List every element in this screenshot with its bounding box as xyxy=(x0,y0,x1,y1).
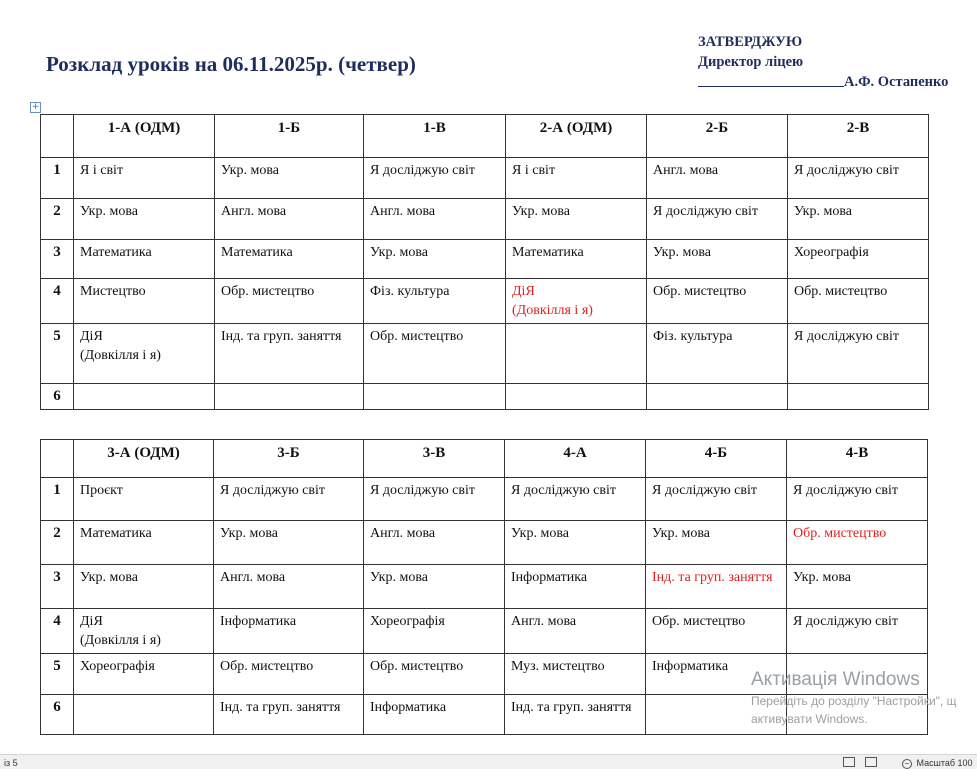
class-header: 4-В xyxy=(787,440,928,478)
lesson-subject: Англ. мова xyxy=(370,204,436,219)
lesson-subject: Англ. мова xyxy=(653,163,719,178)
lesson-cell[interactable] xyxy=(74,279,215,324)
lesson-subject: ДіЯ xyxy=(80,329,103,344)
lesson-cell[interactable] xyxy=(506,279,647,324)
class-header: 2-Б xyxy=(647,115,788,158)
lesson-cell[interactable] xyxy=(74,654,214,695)
lesson-cell[interactable] xyxy=(506,199,647,240)
lesson-cell[interactable] xyxy=(214,521,364,565)
lesson-cell[interactable] xyxy=(74,478,214,521)
lesson-cell[interactable] xyxy=(505,654,646,695)
lesson-subject: Англ. мова xyxy=(221,204,287,219)
view-buttons xyxy=(843,757,887,767)
lesson-subject: Я досліджую світ xyxy=(653,204,758,219)
lesson-subject: Інд. та груп. заняття xyxy=(220,700,341,715)
lesson-number: 3 xyxy=(41,240,74,279)
lesson-subject: Укр. мова xyxy=(221,163,279,178)
status-bar xyxy=(0,754,977,769)
lesson-cell[interactable] xyxy=(74,521,214,565)
lesson-cell[interactable] xyxy=(505,521,646,565)
lesson-cell[interactable] xyxy=(646,609,787,654)
lesson-number: 5 xyxy=(41,654,74,695)
watermark-line: Перейдіть до розділу "Настройки", щ xyxy=(751,694,957,708)
class-header: 2-А (ОДМ) xyxy=(506,115,647,158)
approval-signature xyxy=(698,72,948,92)
lesson-cell[interactable] xyxy=(788,384,929,410)
watermark-title: Активація Windows xyxy=(751,669,920,690)
lesson-subject: Я досліджую світ xyxy=(370,163,475,178)
lesson-cell[interactable] xyxy=(215,158,364,199)
lesson-cell[interactable] xyxy=(214,654,364,695)
lesson-subject: Обр. мистецтво xyxy=(652,614,746,629)
lesson-subject: Англ. мова xyxy=(220,570,286,585)
lesson-number: 4 xyxy=(41,279,74,324)
lesson-cell[interactable] xyxy=(215,240,364,279)
lesson-cell[interactable] xyxy=(647,240,788,279)
class-header: 3-В xyxy=(364,440,505,478)
zoom-out-icon[interactable]: − xyxy=(902,759,912,769)
zoom-label: Масштаб 100 xyxy=(916,758,973,768)
table-row xyxy=(41,324,929,384)
signature-line xyxy=(698,72,844,87)
lesson-cell[interactable] xyxy=(506,324,647,384)
lesson-cell[interactable] xyxy=(787,609,928,654)
corner-cell xyxy=(41,440,74,478)
table-row xyxy=(41,521,928,565)
class-header: 1-А (ОДМ) xyxy=(74,115,215,158)
class-header: 4-А xyxy=(505,440,646,478)
lesson-number: 4 xyxy=(41,609,74,654)
lesson-subject: Обр. мистецтво xyxy=(793,526,887,541)
lesson-subject: Я досліджую світ xyxy=(793,483,898,498)
lesson-subject: Обр. мистецтво xyxy=(220,659,314,674)
lesson-cell[interactable] xyxy=(214,478,364,521)
lesson-cell[interactable] xyxy=(364,158,506,199)
lesson-cell[interactable] xyxy=(214,565,364,609)
lesson-subject-note: (Довкілля і я) xyxy=(80,633,161,648)
lesson-cell[interactable] xyxy=(505,695,646,735)
lesson-subject-note: (Довкілля і я) xyxy=(80,348,161,363)
lesson-subject: Я досліджую світ xyxy=(652,483,757,498)
table-row xyxy=(41,240,929,279)
lesson-cell[interactable] xyxy=(788,199,929,240)
signature-name: А.Ф. Остапенко xyxy=(844,74,949,90)
table-row xyxy=(41,158,929,199)
lesson-cell[interactable] xyxy=(505,565,646,609)
lesson-subject: Інформатика xyxy=(652,659,729,674)
class-header: 3-Б xyxy=(214,440,364,478)
lesson-subject: Муз. мистецтво xyxy=(511,659,605,674)
table-row xyxy=(41,384,929,410)
lesson-cell[interactable] xyxy=(364,324,506,384)
lesson-cell[interactable] xyxy=(505,478,646,521)
lesson-cell[interactable] xyxy=(647,199,788,240)
lesson-subject: Я досліджую світ xyxy=(220,483,325,498)
lesson-cell[interactable] xyxy=(647,324,788,384)
lesson-subject: Математика xyxy=(80,526,152,541)
lesson-cell[interactable] xyxy=(364,565,505,609)
lesson-subject: Інформатика xyxy=(220,614,297,629)
lesson-cell[interactable] xyxy=(364,521,505,565)
lesson-subject: Математика xyxy=(80,245,152,260)
windows-activation-watermark xyxy=(751,668,956,728)
lesson-subject: Проєкт xyxy=(80,483,123,498)
lesson-subject: Укр. мова xyxy=(653,245,711,260)
lesson-subject: Я досліджую світ xyxy=(511,483,616,498)
lesson-subject: Інформатика xyxy=(511,570,588,585)
approval-heading: ЗАТВЕРДЖУЮ xyxy=(698,34,803,50)
corner-cell xyxy=(41,115,74,158)
lesson-cell[interactable] xyxy=(214,695,364,735)
table-row xyxy=(41,279,929,324)
lesson-cell[interactable] xyxy=(364,695,505,735)
lesson-subject: ДіЯ xyxy=(512,284,535,299)
lesson-number: 2 xyxy=(41,199,74,240)
lesson-subject: Інд. та груп. заняття xyxy=(511,700,632,715)
lesson-subject: Обр. мистецтво xyxy=(370,659,464,674)
lesson-cell[interactable] xyxy=(364,240,506,279)
lesson-cell[interactable] xyxy=(647,279,788,324)
lesson-cell[interactable] xyxy=(74,565,214,609)
page-title: Розклад уроків на 06.11.2025р. (четвер) xyxy=(46,52,416,76)
lesson-subject: Я і світ xyxy=(80,163,124,178)
lesson-cell[interactable] xyxy=(788,279,929,324)
lesson-subject: Я досліджую світ xyxy=(794,163,899,178)
class-header: 1-В xyxy=(364,115,506,158)
lesson-cell[interactable] xyxy=(364,384,506,410)
lesson-subject: Укр. мова xyxy=(220,526,278,541)
print-layout-icon[interactable] xyxy=(865,757,877,767)
lesson-cell[interactable] xyxy=(647,158,788,199)
read-mode-icon[interactable] xyxy=(843,757,855,767)
lesson-number: 3 xyxy=(41,565,74,609)
lesson-cell[interactable] xyxy=(74,384,215,410)
move-handle-icon[interactable]: + xyxy=(31,102,40,112)
lesson-subject: Обр. мистецтво xyxy=(653,284,747,299)
lesson-subject: Інформатика xyxy=(370,700,447,715)
class-header: 3-А (ОДМ) xyxy=(74,440,214,478)
lesson-cell[interactable] xyxy=(215,324,364,384)
lesson-cell[interactable] xyxy=(788,240,929,279)
lesson-number: 2 xyxy=(41,521,74,565)
page-count: із 5 xyxy=(4,758,18,768)
lesson-cell[interactable] xyxy=(364,609,505,654)
schedule-table-grades-1-2 xyxy=(40,114,929,410)
zoom-control[interactable] xyxy=(902,758,973,769)
lesson-cell[interactable] xyxy=(364,478,505,521)
lesson-subject: Укр. мова xyxy=(511,526,569,541)
lesson-subject: Укр. мова xyxy=(794,204,852,219)
table-row xyxy=(41,478,928,521)
lesson-subject: Я і світ xyxy=(512,163,556,178)
lesson-cell[interactable] xyxy=(646,565,787,609)
lesson-cell[interactable] xyxy=(74,240,215,279)
lesson-number: 6 xyxy=(41,695,74,735)
lesson-cell[interactable] xyxy=(74,199,215,240)
lesson-subject: Математика xyxy=(221,245,293,260)
lesson-subject: Обр. мистецтво xyxy=(370,329,464,344)
lesson-number: 6 xyxy=(41,384,74,410)
lesson-cell[interactable] xyxy=(215,384,364,410)
class-header: 2-В xyxy=(788,115,929,158)
class-header: 1-Б xyxy=(215,115,364,158)
lesson-cell[interactable] xyxy=(506,384,647,410)
lesson-subject: Фіз. культура xyxy=(370,284,450,299)
lesson-subject: Мистецтво xyxy=(80,284,146,299)
lesson-cell[interactable] xyxy=(647,384,788,410)
table-header-row xyxy=(41,440,928,478)
table-row xyxy=(41,199,929,240)
lesson-subject: Обр. мистецтво xyxy=(221,284,315,299)
lesson-subject: Я досліджую світ xyxy=(793,614,898,629)
lesson-number: 1 xyxy=(41,158,74,199)
lesson-subject-note: (Довкілля і я) xyxy=(512,303,593,318)
lesson-cell[interactable] xyxy=(364,199,506,240)
lesson-subject: Математика xyxy=(512,245,584,260)
lesson-cell[interactable] xyxy=(74,158,215,199)
lesson-cell[interactable] xyxy=(215,279,364,324)
approval-position: Директор ліцею xyxy=(698,54,804,70)
table-row xyxy=(41,609,928,654)
lesson-subject: Я досліджую світ xyxy=(794,329,899,344)
table-row xyxy=(41,565,928,609)
lesson-cell[interactable] xyxy=(74,324,215,384)
lesson-subject: Укр. мова xyxy=(793,570,851,585)
lesson-number: 5 xyxy=(41,324,74,384)
lesson-cell[interactable] xyxy=(646,478,787,521)
lesson-subject: Обр. мистецтво xyxy=(794,284,888,299)
lesson-subject: Укр. мова xyxy=(370,570,428,585)
lesson-number: 1 xyxy=(41,478,74,521)
lesson-subject: Укр. мова xyxy=(512,204,570,219)
lesson-subject: Фіз. культура xyxy=(653,329,733,344)
lesson-cell[interactable] xyxy=(364,279,506,324)
lesson-cell[interactable] xyxy=(214,609,364,654)
lesson-subject: Інд. та груп. заняття xyxy=(652,570,773,585)
lesson-cell[interactable] xyxy=(505,609,646,654)
lesson-subject: Інд. та груп. заняття xyxy=(221,329,342,344)
lesson-cell[interactable] xyxy=(787,478,928,521)
lesson-subject: Укр. мова xyxy=(80,204,138,219)
lesson-subject: Хореографія xyxy=(370,614,445,629)
lesson-subject: Укр. мова xyxy=(80,570,138,585)
lesson-subject: ДіЯ xyxy=(80,614,103,629)
lesson-cell[interactable] xyxy=(364,654,505,695)
lesson-cell[interactable] xyxy=(74,609,214,654)
class-header: 4-Б xyxy=(646,440,787,478)
lesson-subject: Я досліджую світ xyxy=(370,483,475,498)
lesson-subject: Хореографія xyxy=(794,245,869,260)
lesson-cell[interactable] xyxy=(506,240,647,279)
approval-block xyxy=(698,32,948,92)
lesson-cell[interactable] xyxy=(215,199,364,240)
lesson-subject: Хореографія xyxy=(80,659,155,674)
lesson-cell[interactable] xyxy=(788,324,929,384)
lesson-cell[interactable] xyxy=(788,158,929,199)
watermark-line: активувати Windows. xyxy=(751,712,868,726)
lesson-cell[interactable] xyxy=(787,521,928,565)
lesson-cell[interactable] xyxy=(646,521,787,565)
lesson-subject: Англ. мова xyxy=(511,614,577,629)
lesson-cell[interactable] xyxy=(74,695,214,735)
lesson-subject: Укр. мова xyxy=(370,245,428,260)
table-header-row xyxy=(41,115,929,158)
lesson-subject: Англ. мова xyxy=(370,526,436,541)
lesson-cell[interactable] xyxy=(787,565,928,609)
lesson-subject: Укр. мова xyxy=(652,526,710,541)
lesson-cell[interactable] xyxy=(506,158,647,199)
